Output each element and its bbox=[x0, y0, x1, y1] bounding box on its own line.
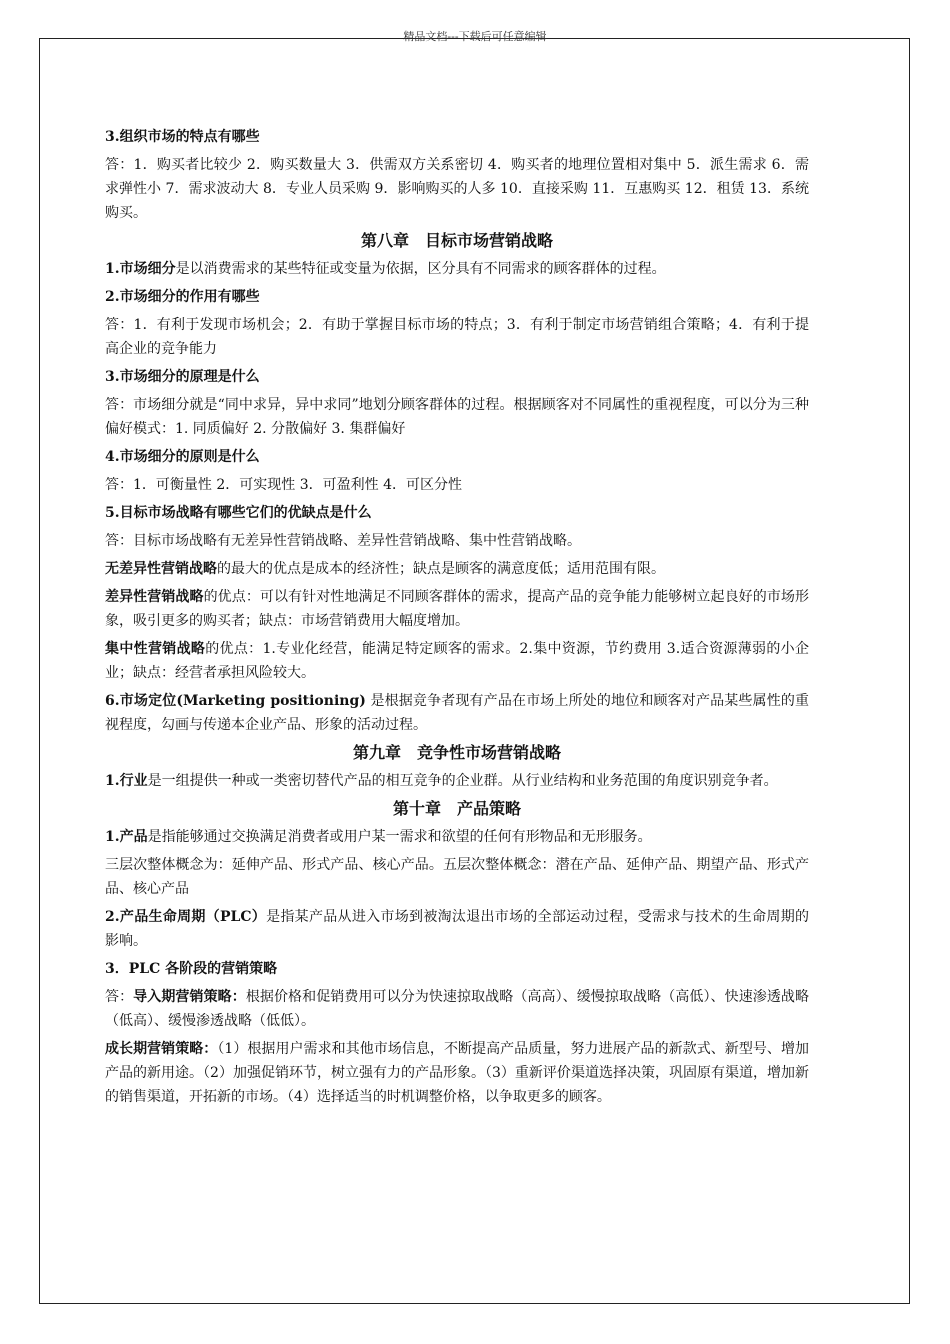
answer-paragraph: 答：市场细分就是“同中求异，异中求同”地划分顾客群体的过程。根据顾客对不同属性的重视程度，可以分为三种偏好模式：1. 同质偏好 2. 分散偏好 3. 集群偏好 bbox=[105, 397, 809, 437]
term-definition: 是一组提供一种或一类密切替代产品的相互竞争的企业群。从行业结构和业务范围的角度识别竞争者。 bbox=[147, 773, 778, 789]
term-bold: 1.产品 bbox=[105, 829, 148, 845]
term-bold: 成长期营销策略： bbox=[105, 1041, 218, 1057]
answer-paragraph: 答：目标市场战略有无差异性营销战略、差异性营销战略、集中性营销战略。 bbox=[105, 533, 581, 549]
term-paragraph bbox=[105, 825, 809, 849]
term-definition: 的最大的优点是成本的经济性；缺点是顾客的满意度低；适用范围有限。 bbox=[217, 561, 665, 577]
chapter-title: 第八章 目标市场营销战略 bbox=[360, 231, 553, 250]
term-paragraph bbox=[105, 985, 809, 1033]
term-bold: 导入期营销策略： bbox=[133, 989, 246, 1005]
term-paragraph bbox=[105, 905, 809, 953]
answer-paragraph: 三层次整体概念为：延伸产品、形式产品、核心产品。五层次整体概念：潜在产品、延伸产品、期望产品、形式产品、核心产品 bbox=[105, 857, 809, 897]
term-paragraph bbox=[105, 689, 809, 737]
question-heading: 3.组织市场的特点有哪些 bbox=[105, 129, 260, 145]
term-bold: 1.行业 bbox=[105, 773, 148, 789]
term-definition: （1）根据用户需求和其他市场信息，不断提高产品质量，努力进展产品的新款式、新型号、增加产品的新用途。（2）加强促销环节，树立强有力的产品形象。（3）重新评价渠道选择决策，巩固原有渠道，增加新的销售渠道，开拓新的市场。（4）选择适当的时机调整价格，以争取更多的顾客。 bbox=[105, 1041, 810, 1105]
term-definition: 是指某产品从进入市场到被淘汰退出市场的全部运动过程，受需求与技术的生命周期的影响。 bbox=[105, 909, 809, 949]
chapter-title: 第九章 竞争性市场营销战略 bbox=[352, 743, 561, 762]
answer-paragraph: 答：1．有利于发现市场机会；2．有助于掌握目标市场的特点；3．有利于制定市场营销组合策略；4．有利于提高企业的竞争能力 bbox=[105, 317, 809, 357]
term-paragraph bbox=[105, 1037, 809, 1109]
question-heading: 5.目标市场战略有哪些它们的优缺点是什么 bbox=[105, 505, 372, 521]
term-definition: 的优点：1.专业化经营，能满足特定顾客的需求。2.集中资源，节约费用 3.适合资源薄弱的小企业；缺点：经营者承担风险较大。 bbox=[105, 641, 809, 681]
term-paragraph bbox=[105, 769, 809, 793]
page-header-note: 精品文档---下载后可任意编辑 bbox=[403, 30, 547, 43]
term-definition: 根据价格和促销费用可以分为快速掠取战略（高高）、缓慢掠取战略（高低）、快速渗透战略（低高）、缓慢渗透战略（低低）。 bbox=[105, 989, 810, 1029]
answer-paragraph: 答：1．可衡量性 2．可实现性 3．可盈利性 4．可区分性 bbox=[105, 477, 462, 493]
question-heading: 3.市场细分的原理是什么 bbox=[105, 369, 260, 385]
question-heading: 2.市场细分的作用有哪些 bbox=[105, 289, 260, 305]
term-bold: 1.市场细分 bbox=[105, 261, 176, 277]
term-bold: 2.产品生命周期（PLC） bbox=[105, 909, 267, 925]
document-body bbox=[105, 125, 809, 1113]
term-bold: 无差异性营销战略 bbox=[105, 561, 217, 577]
term-definition: 是以消费需求的某些特征或变量为依据，区分具有不同需求的顾客群体的过程。 bbox=[175, 261, 666, 277]
term-bold: 6.市场定位(Marketing positioning) bbox=[105, 693, 366, 709]
term-definition: 是指能够通过交换满足消费者或用户某一需求和欲望的任何有形物品和无形服务。 bbox=[147, 829, 652, 845]
chapter-title: 第十章 产品策略 bbox=[392, 799, 521, 818]
answer-paragraph: 答：1．购买者比较少 2．购买数量大 3．供需双方关系密切 4．购买者的地理位置相对集中 5．派生需求 6．需求弹性小 7．需求波动大 8．专业人员采购 9．影响购买的人多 10．直接采购 11．互惠购买 12．租赁 13．系统购买。 bbox=[105, 157, 809, 221]
question-heading: 4.市场细分的原则是什么 bbox=[105, 449, 260, 465]
answer-lead: 答： bbox=[105, 989, 134, 1005]
term-paragraph bbox=[105, 257, 809, 281]
term-paragraph bbox=[105, 637, 809, 685]
term-bold: 差异性营销战略 bbox=[105, 589, 204, 605]
term-bold: 集中性营销战略 bbox=[105, 641, 206, 657]
term-definition: 的优点：可以有针对性地满足不同顾客群体的需求，提高产品的竞争能力能够树立起良好的市场形象，吸引更多的购买者；缺点：市场营销费用大幅度增加。 bbox=[105, 589, 810, 629]
term-definition: 是根据竞争者现有产品在市场上所处的地位和顾客对产品某些属性的重视程度，勾画与传递本企业产品、形象的活动过程。 bbox=[105, 693, 809, 733]
term-paragraph bbox=[105, 585, 809, 633]
term-paragraph bbox=[105, 557, 809, 581]
question-heading: 3．PLC 各阶段的营销策略 bbox=[105, 961, 278, 977]
